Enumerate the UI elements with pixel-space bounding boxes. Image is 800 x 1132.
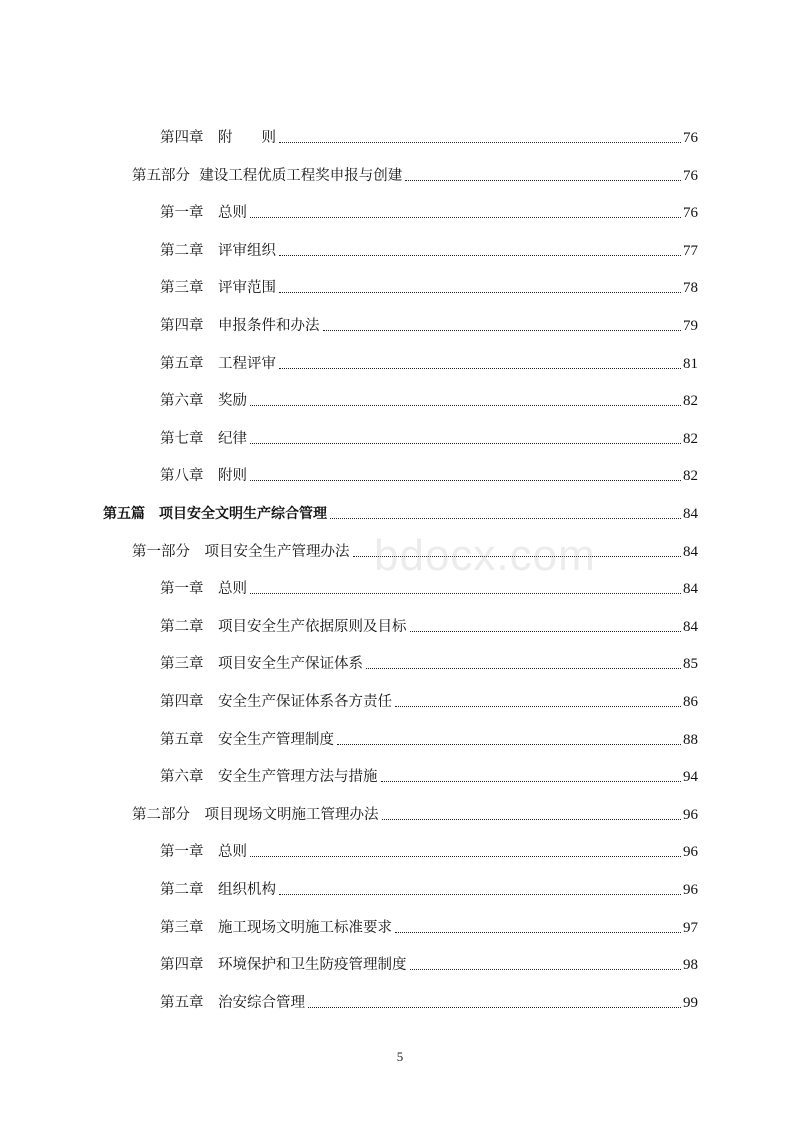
toc-entry[interactable] bbox=[160, 762, 698, 786]
toc-entry[interactable] bbox=[132, 161, 698, 185]
dot-leader bbox=[279, 292, 681, 293]
toc-entry[interactable] bbox=[160, 913, 698, 937]
dot-leader bbox=[279, 368, 681, 369]
toc-entry-page-number: 98 bbox=[683, 957, 698, 973]
toc-entry-page-number: 99 bbox=[683, 995, 698, 1011]
toc-entry-page-number: 78 bbox=[683, 280, 698, 296]
toc-entry-title: 第三章 施工现场文明施工标准要求 bbox=[160, 920, 392, 936]
toc-entry[interactable] bbox=[160, 386, 698, 410]
toc-entry-title: 第六章 安全生产管理方法与措施 bbox=[160, 769, 378, 785]
toc-entry-title: 第二章 评审组织 bbox=[160, 243, 276, 259]
toc-entry-page-number: 88 bbox=[683, 732, 698, 748]
toc-entry[interactable] bbox=[160, 311, 698, 335]
toc-entry[interactable] bbox=[160, 236, 698, 260]
dot-leader bbox=[323, 330, 682, 331]
dot-leader bbox=[405, 180, 681, 181]
dot-leader bbox=[382, 819, 682, 820]
dot-leader bbox=[395, 706, 681, 707]
toc-entry-title: 第一章 总则 bbox=[160, 205, 247, 221]
toc-entry-page-number: 82 bbox=[683, 393, 698, 409]
toc-entry-page-number: 96 bbox=[683, 807, 698, 823]
toc-entry-page-number: 85 bbox=[683, 656, 698, 672]
toc-entry-title: 第八章 附则 bbox=[160, 468, 247, 484]
toc-entry[interactable] bbox=[160, 349, 698, 373]
toc-entry-title: 第一部分 项目安全生产管理办法 bbox=[132, 544, 350, 560]
toc-entry[interactable] bbox=[103, 499, 698, 523]
dot-leader bbox=[279, 142, 681, 143]
toc-entry-title: 第二部分 项目现场文明施工管理办法 bbox=[132, 807, 379, 823]
toc-entry[interactable] bbox=[160, 612, 698, 636]
toc-entry-page-number: 76 bbox=[683, 205, 698, 221]
toc-entry-page-number: 84 bbox=[683, 619, 698, 635]
dot-leader bbox=[279, 255, 681, 256]
toc-entry-title: 第六章 奖励 bbox=[160, 393, 247, 409]
dot-leader bbox=[250, 480, 681, 481]
dot-leader bbox=[330, 518, 681, 519]
toc-entry-title: 第五部分 建设工程优质工程奖申报与创建 bbox=[132, 168, 403, 184]
dot-leader bbox=[250, 217, 681, 218]
toc-entry[interactable] bbox=[160, 837, 698, 861]
toc-entry[interactable] bbox=[160, 725, 698, 749]
dot-leader bbox=[308, 1007, 681, 1008]
toc-entry-title: 第五章 安全生产管理制度 bbox=[160, 732, 334, 748]
dot-leader bbox=[250, 593, 681, 594]
toc-entry-title: 第五篇 项目安全文明生产综合管理 bbox=[103, 506, 327, 522]
toc-entry[interactable] bbox=[160, 687, 698, 711]
toc-entry[interactable] bbox=[160, 424, 698, 448]
watermark-text: bdocx.com bbox=[374, 531, 596, 580]
toc-entry-page-number: 79 bbox=[683, 318, 698, 334]
toc-entry-title: 第一章 总则 bbox=[160, 844, 247, 860]
toc-entry-title: 第五章 工程评审 bbox=[160, 356, 276, 372]
toc-entry-title: 第三章 评审范围 bbox=[160, 280, 276, 296]
toc-entry-title: 第七章 纪律 bbox=[160, 431, 247, 447]
toc-entry-page-number: 82 bbox=[683, 431, 698, 447]
toc-entry-title: 第一章 总则 bbox=[160, 581, 247, 597]
dot-leader bbox=[366, 668, 681, 669]
dot-leader bbox=[395, 932, 681, 933]
toc-entry-page-number: 84 bbox=[683, 544, 698, 560]
dot-leader bbox=[337, 744, 681, 745]
toc-entry-page-number: 97 bbox=[683, 920, 698, 936]
toc-entry[interactable] bbox=[160, 875, 698, 899]
toc-entry-page-number: 84 bbox=[683, 581, 698, 597]
dot-leader bbox=[250, 405, 681, 406]
toc-entry-title: 第二章 组织机构 bbox=[160, 882, 276, 898]
dot-leader bbox=[250, 443, 681, 444]
toc-entry-page-number: 81 bbox=[683, 356, 698, 372]
toc-entry-title: 第三章 项目安全生产保证体系 bbox=[160, 656, 363, 672]
toc-entry[interactable] bbox=[160, 988, 698, 1012]
dot-leader bbox=[381, 781, 682, 782]
toc-entry-page-number: 96 bbox=[683, 882, 698, 898]
dot-leader bbox=[279, 894, 681, 895]
toc-entry-title: 第四章 附 则 bbox=[160, 130, 276, 146]
toc-entry-page-number: 76 bbox=[683, 130, 698, 146]
dot-leader bbox=[410, 631, 682, 632]
toc-entry-page-number: 76 bbox=[683, 168, 698, 184]
toc-entry-title: 第四章 安全生产保证体系各方责任 bbox=[160, 694, 392, 710]
toc-entry-page-number: 86 bbox=[683, 694, 698, 710]
toc-entry-page-number: 96 bbox=[683, 844, 698, 860]
toc-entry-page-number: 77 bbox=[683, 243, 698, 259]
toc-entry-title: 第四章 申报条件和办法 bbox=[160, 318, 320, 334]
toc-entry[interactable] bbox=[160, 273, 698, 297]
toc-entry[interactable] bbox=[160, 649, 698, 673]
toc-entry[interactable] bbox=[160, 461, 698, 485]
toc-entry[interactable] bbox=[160, 198, 698, 222]
toc-entry-page-number: 82 bbox=[683, 468, 698, 484]
toc-entry[interactable] bbox=[132, 800, 698, 824]
toc-entry-title: 第四章 环境保护和卫生防疫管理制度 bbox=[160, 957, 407, 973]
dot-leader bbox=[250, 856, 681, 857]
toc-entry-title: 第五章 治安综合管理 bbox=[160, 995, 305, 1011]
dot-leader bbox=[410, 969, 682, 970]
toc-entry-page-number: 94 bbox=[683, 769, 698, 785]
page-number: 5 bbox=[396, 1049, 404, 1064]
toc-entry[interactable] bbox=[160, 950, 698, 974]
toc-entry-title: 第二章 项目安全生产依据原则及目标 bbox=[160, 619, 407, 635]
toc-entry[interactable] bbox=[160, 123, 698, 147]
toc-entry-page-number: 84 bbox=[683, 506, 698, 522]
